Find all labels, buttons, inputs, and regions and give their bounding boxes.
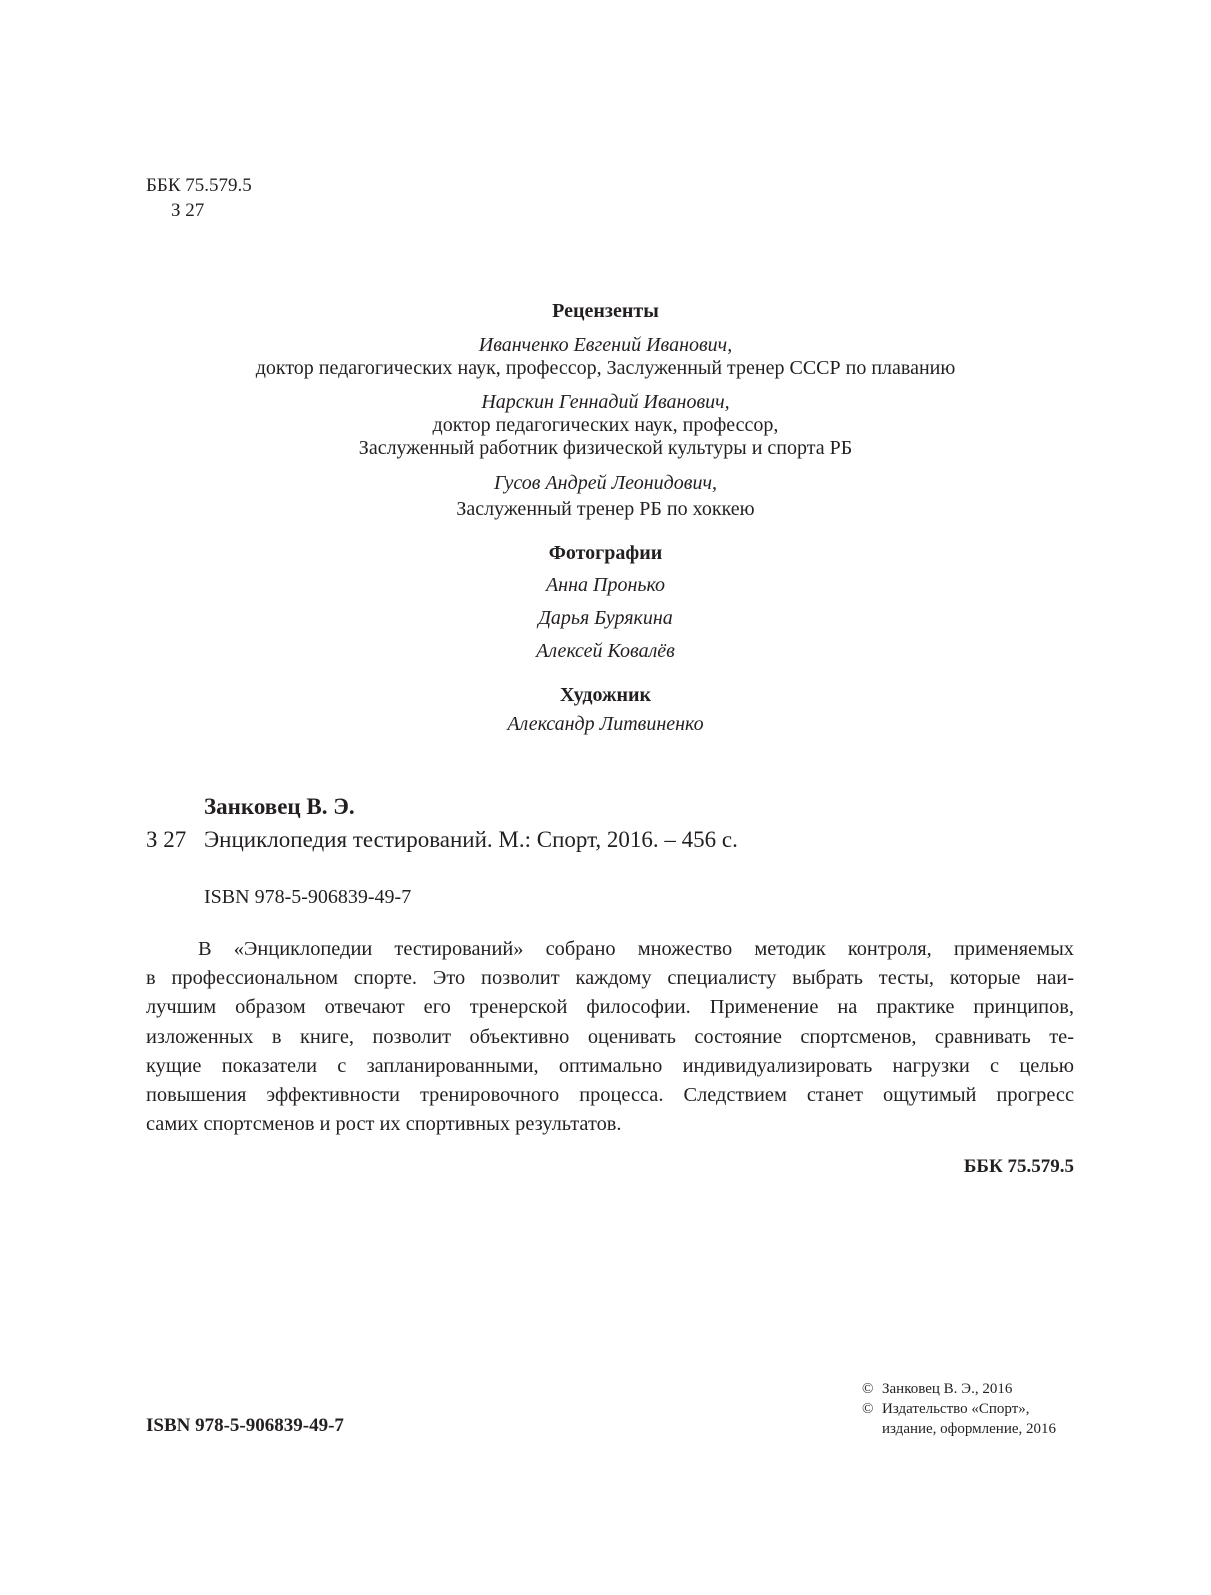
abstract-line: самих спортсменов и рост их спортивных результатов.	[146, 1113, 622, 1136]
bbk-code: ББК 75.579.5	[146, 175, 252, 196]
copyright-text: Занковец В. Э., 2016	[882, 1381, 1013, 1397]
reviewer-1-details: доктор педагогических наук, профессор, Заслуженный тренер СССР по плаванию	[255, 357, 956, 379]
abstract-line: изложенных в книге, позволит объективно оценивать состояние спортсменов, сравнивать те-	[146, 1025, 1074, 1048]
artist-name: Александр Литвиненко	[507, 713, 704, 735]
reviewer-1-name: Иванченко Евгений Иванович,	[478, 334, 733, 356]
copyright-text: Издательство «Спорт»,	[882, 1401, 1030, 1417]
book-mark: З 27	[146, 827, 187, 852]
photographer-1: Анна Пронько	[545, 574, 666, 596]
reviewer-2-details-1: доктор педагогических наук, профессор,	[432, 414, 779, 436]
abstract-line: В «Энциклопедии тестирований» собрано множество методик контроля, применяемых	[198, 938, 1074, 960]
book-author: Занковец В. Э.	[204, 794, 355, 819]
reviewers-heading: Рецензенты	[552, 300, 659, 322]
copyright-line-3	[862, 1419, 1056, 1439]
reviewer-3-name: Гусов Андрей Леонидович,	[493, 472, 717, 494]
copyright-line-1	[862, 1379, 1012, 1399]
reviewer-3-details: Заслуженный тренер РБ по хоккею	[456, 498, 755, 520]
abstract-line: в профессиональном спорте. Это позволит каждому специалисту выбрать тесты, которые наи-	[146, 967, 1074, 990]
artist-heading: Художник	[559, 684, 652, 706]
copyright-symbol: ©	[862, 1401, 874, 1417]
copyright-line-2	[862, 1399, 1030, 1419]
book-isbn: ISBN 978-5-906839-49-7	[204, 886, 412, 908]
abstract-paragraph	[146, 935, 1074, 1139]
abstract-line: лучшим образом отвечают его тренерской философии. Применение на практике принципов,	[146, 996, 1074, 1019]
footer-isbn: ISBN 978-5-906839-49-7	[146, 1415, 344, 1436]
reviewer-2-name: Нарскин Геннадий Иванович,	[481, 391, 730, 413]
abstract-bbk: ББК 75.579.5	[963, 1156, 1074, 1177]
copyright-symbol: ©	[862, 1381, 874, 1397]
photographer-2: Дарья Бурякина	[538, 607, 673, 629]
author-mark: З 27	[171, 200, 205, 221]
reviewer-2-details-2: Заслуженный работник физической культуры и спорта РБ	[358, 437, 853, 459]
photos-heading: Фотографии	[548, 542, 663, 564]
copyright-text: издание, оформление, 2016	[882, 1421, 1057, 1437]
book-entry: Энциклопедия тестирований. М.: Спорт, 2016. – 456 с.	[204, 827, 738, 852]
photographer-3: Алексей Ковалёв	[536, 640, 675, 662]
abstract-line: повышения эффективности тренировочного процесса. Следствием станет ощутимый прогресс	[146, 1084, 1074, 1107]
abstract-line: кущие показатели с запланированными, оптимально индивидуализировать нагрузки с целью	[146, 1054, 1074, 1077]
